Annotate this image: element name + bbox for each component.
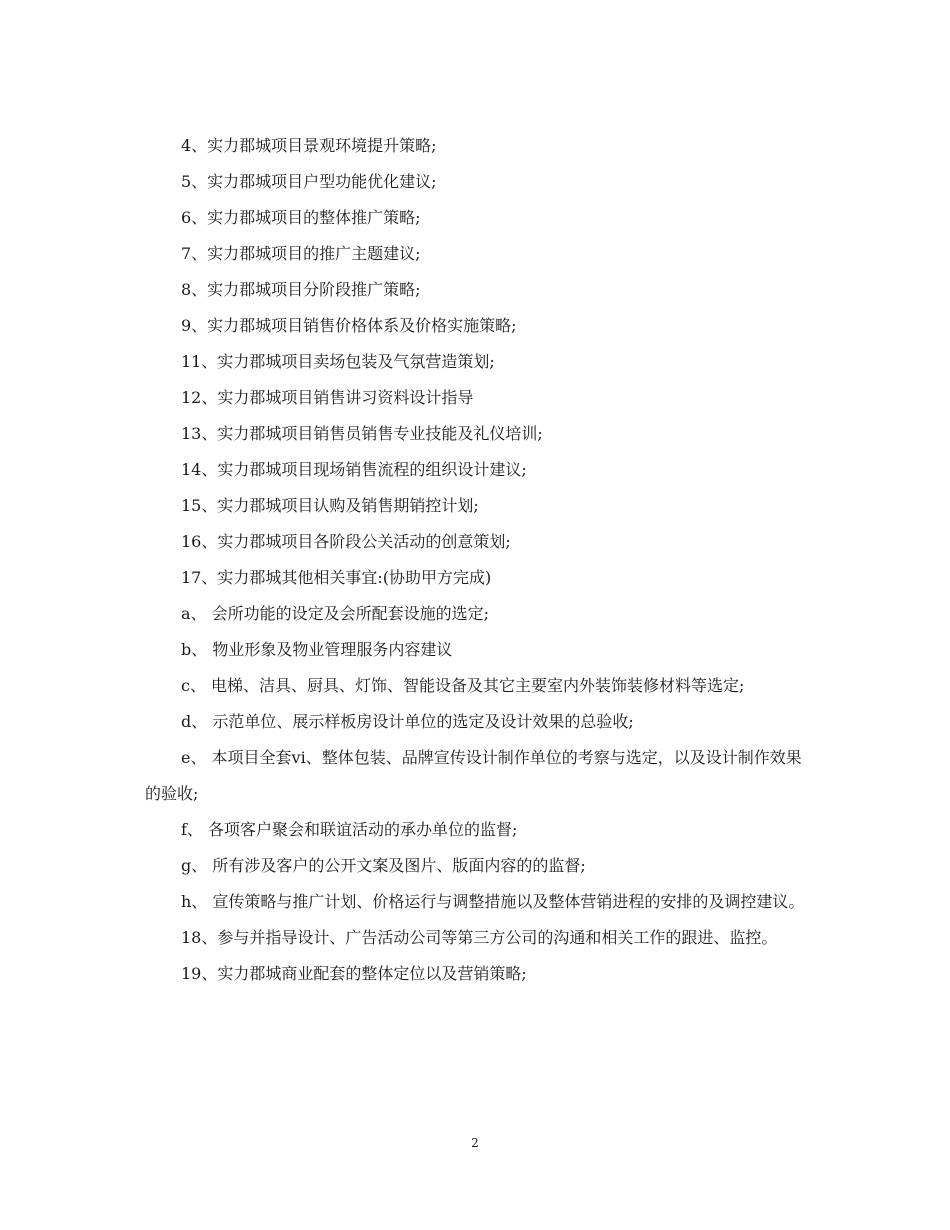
sub-item-c: c、 电梯、洁具、厨具、灯饰、智能设备及其它主要室内外装饰装修材料等选定; — [181, 676, 745, 695]
paragraph-item-7: 7、实力郡城项目的推广主题建议; — [181, 244, 421, 263]
sub-item-b: b、 物业形象及物业管理服务内容建议 — [181, 640, 453, 659]
sub-item-g: g、 所有涉及客户的公开文案及图片、版面内容的的监督; — [181, 856, 586, 875]
document-body — [145, 128, 805, 992]
sub-item-e: e、 本项目全套vi、整体包装、品牌宣传设计制作单位的考察与选定，以及设计制作效果的验收; — [145, 748, 802, 803]
sub-item-f: f、 各项客户聚会和联谊活动的承办单位的监督; — [181, 820, 518, 839]
paragraph-item-5: 5、实力郡城项目户型功能优化建议; — [181, 172, 437, 191]
paragraph-item-4: 4、实力郡城项目景观环境提升策略; — [181, 136, 437, 155]
paragraph-item-19: 19、实力郡城商业配套的整体定位以及营销策略; — [181, 964, 527, 983]
paragraph-item-11: 11、实力郡城项目卖场包装及气氛营造策划; — [181, 352, 495, 371]
paragraph-item-8: 8、实力郡城项目分阶段推广策略; — [181, 280, 421, 299]
paragraph-item-15: 15、实力郡城项目认购及销售期销控计划; — [181, 496, 479, 515]
paragraph-item-13: 13、实力郡城项目销售员销售专业技能及礼仪培训; — [181, 424, 543, 443]
sub-item-d: d、 示范单位、展示样板房设计单位的选定及设计效果的总验收; — [181, 712, 634, 731]
paragraph-item-18: 18、参与并指导设计、广告活动公司等第三方公司的沟通和相关工作的跟进、监控。 — [181, 928, 778, 947]
paragraph-item-12: 12、实力郡城项目销售讲习资料设计指导 — [181, 388, 474, 407]
paragraph-item-9: 9、实力郡城项目销售价格体系及价格实施策略; — [181, 316, 517, 335]
sub-item-h: h、 宣传策略与推广计划、价格运行与调整措施以及整体营销进程的安排的及调控建议。 — [181, 892, 805, 911]
page-number: 2 — [471, 1136, 479, 1150]
paragraph-item-16: 16、实力郡城项目各阶段公关活动的创意策划; — [181, 532, 511, 551]
paragraph-item-6: 6、实力郡城项目的整体推广策略; — [181, 208, 421, 227]
sub-item-a: a、 会所功能的设定及会所配套设施的选定; — [181, 604, 490, 623]
paragraph-item-14: 14、实力郡城项目现场销售流程的组织设计建议; — [181, 460, 527, 479]
paragraph-item-17: 17、实力郡城其他相关事宜:(协助甲方完成) — [181, 568, 492, 587]
